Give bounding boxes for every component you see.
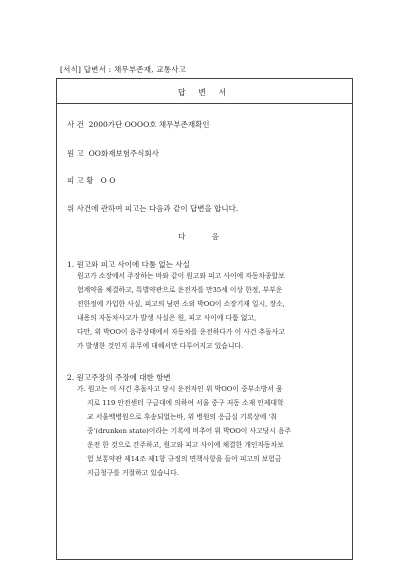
section2-line: 험 보통약관 제14조 제1항 규정의 면책사항을 들어 피고의 보험금 bbox=[87, 455, 282, 463]
title-divider bbox=[57, 103, 352, 104]
defendant-line bbox=[67, 175, 115, 186]
case-value: 2000가단 OOOO호 채무부존재확인 bbox=[88, 120, 210, 129]
document-title: 답 변 서 bbox=[177, 88, 232, 97]
section1-line: 험계약을 체결하고, 특별약관으로 운전자를 만35세 이상 한정, 부부운 bbox=[77, 286, 283, 294]
section2-line: 교 서울백병원으로 후송되었는바, 위 병원의 응급실 기록상에 '취 bbox=[87, 413, 277, 421]
case-line bbox=[67, 119, 210, 130]
section2-line: 가. 원고는 이 사건 추돌사고 당시 운전자인 위 박OO이 중부소방서 움 bbox=[77, 385, 283, 393]
case-label: 사 건 bbox=[67, 120, 84, 129]
plaintiff-line bbox=[67, 148, 159, 159]
section1-line: 가 발생한 것인지 유무에 대해서만 다투어지고 있습니다. bbox=[77, 342, 244, 350]
page-label: [서식] 답변서 : 채무부존재, 교통사고 bbox=[60, 65, 187, 74]
section2-line: 중'(drunken state)이라는 기록에 비추어 위 박OO이 사고당시 음주 bbox=[87, 427, 292, 435]
document-frame bbox=[56, 78, 353, 560]
section1-line: 다만, 위 박OO이 음주상태에서 자동차를 운전하다가 이 사건 추돌사고 bbox=[77, 328, 285, 336]
defendant-value: O O bbox=[100, 176, 116, 185]
section1-line: 원고가 소장에서 주장하는 바와 같이 원고와 피고 사이에 자동차종합보 bbox=[77, 272, 285, 280]
section1-heading: 1. 원고와 피고 사이에 다툼 없는 사실 bbox=[67, 260, 190, 269]
defendant-label: 피 고 황 bbox=[67, 176, 94, 185]
section1-line: 내용의 자동차사고가 발생 사실은 원, 피고 사이에 다툼 없고, bbox=[77, 314, 257, 322]
section2-line: 지급청구를 거절하고 있습니다. bbox=[87, 469, 179, 477]
section1-line: 전한정에 가입한 사실, 피고의 남편 소외 박OO이 소장기재 일시, 장소, bbox=[77, 300, 285, 308]
section2-line: 운전 한 것으로 간주하고, 원고와 피고 사이에 체결한 개인자동차보 bbox=[87, 441, 284, 449]
intro-line: 위 사건에 관하여 피고는 다음과 같이 답변을 합니다. bbox=[67, 204, 239, 213]
plaintiff-label: 원 고 bbox=[67, 149, 84, 158]
plaintiff-value: OO화재보험주식회사 bbox=[88, 149, 159, 158]
section2-heading: 2. 원고주장의 주장에 대한 항변 bbox=[67, 373, 171, 382]
next-heading: 다 음 bbox=[178, 232, 231, 241]
section2-line: 지로 119 안전센터 구급대에 의하여 서울 중구 저동 소재 인제대학 bbox=[87, 399, 284, 407]
